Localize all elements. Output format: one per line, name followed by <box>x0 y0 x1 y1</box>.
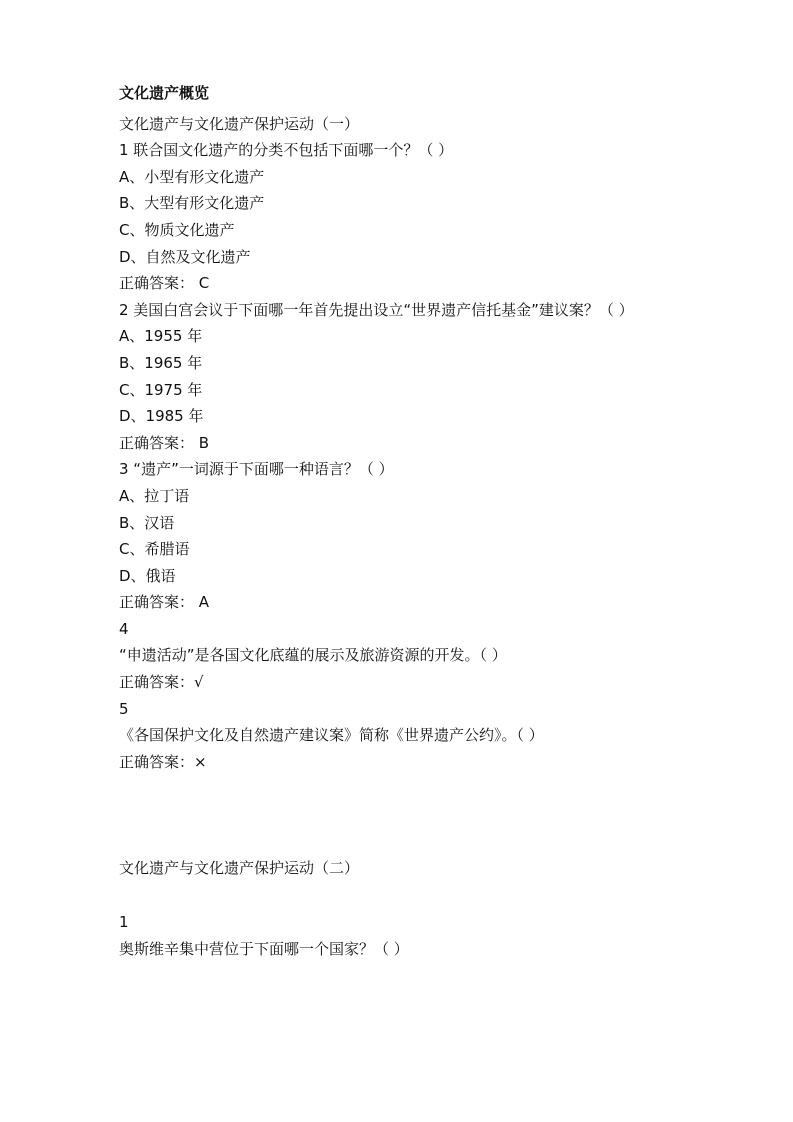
correct-answer: 正确答案：× <box>119 752 207 771</box>
question-text: 《各国保护文化及自然遗产建议案》简称《世界遗产公约》。（ ） <box>119 726 544 745</box>
paragraph-gap <box>119 882 759 909</box>
question-text: 1 联合国文化遗产的分类不包括下面哪一个？（ ） <box>119 141 454 160</box>
answer-option: C、1975 年 <box>119 380 203 399</box>
correct-answer: 正确答案： B <box>119 433 210 452</box>
correct-answer: 正确答案： C <box>119 274 210 293</box>
answer-option: D、自然及文化遗产 <box>119 247 251 266</box>
answer-option: C、物质文化遗产 <box>119 220 235 239</box>
answer-option: B、大型有形文化遗产 <box>119 194 265 213</box>
question-text: 奥斯维辛集中营位于下面哪一个国家？（ ） <box>119 939 409 958</box>
answer-option: D、1985 年 <box>119 407 204 426</box>
answer-option: A、拉丁语 <box>119 486 190 505</box>
question-text: 3 “遗产”一词源于下面哪一种语言？（ ） <box>119 460 394 479</box>
section-gap <box>119 775 759 855</box>
answer-option: A、小型有形文化遗产 <box>119 167 265 186</box>
question-number: 5 <box>119 699 129 718</box>
answer-option: C、希腊语 <box>119 540 190 559</box>
correct-answer: 正确答案：√ <box>119 673 204 692</box>
question-number: 4 <box>119 619 129 638</box>
question-number: 1 <box>119 913 129 932</box>
section-heading: 文化遗产与文化遗产保护运动（二） <box>119 859 360 878</box>
question-text: “申遗活动”是各国文化底蕴的展示及旅游资源的开发。（ ） <box>119 646 507 665</box>
answer-option: A、1955 年 <box>119 327 203 346</box>
answer-option: B、汉语 <box>119 513 175 532</box>
document-title: 文化遗产概览 <box>119 84 210 102</box>
section-heading: 文化遗产与文化遗产保护运动（一） <box>119 114 360 133</box>
answer-option: D、俄语 <box>119 566 176 585</box>
document-page <box>119 80 759 962</box>
correct-answer: 正确答案： A <box>119 593 210 612</box>
question-text: 2 美国白宫会议于下面哪一年首先提出设立“世界遗产信托基金”建议案？（ ） <box>119 300 634 319</box>
answer-option: B、1965 年 <box>119 353 203 372</box>
